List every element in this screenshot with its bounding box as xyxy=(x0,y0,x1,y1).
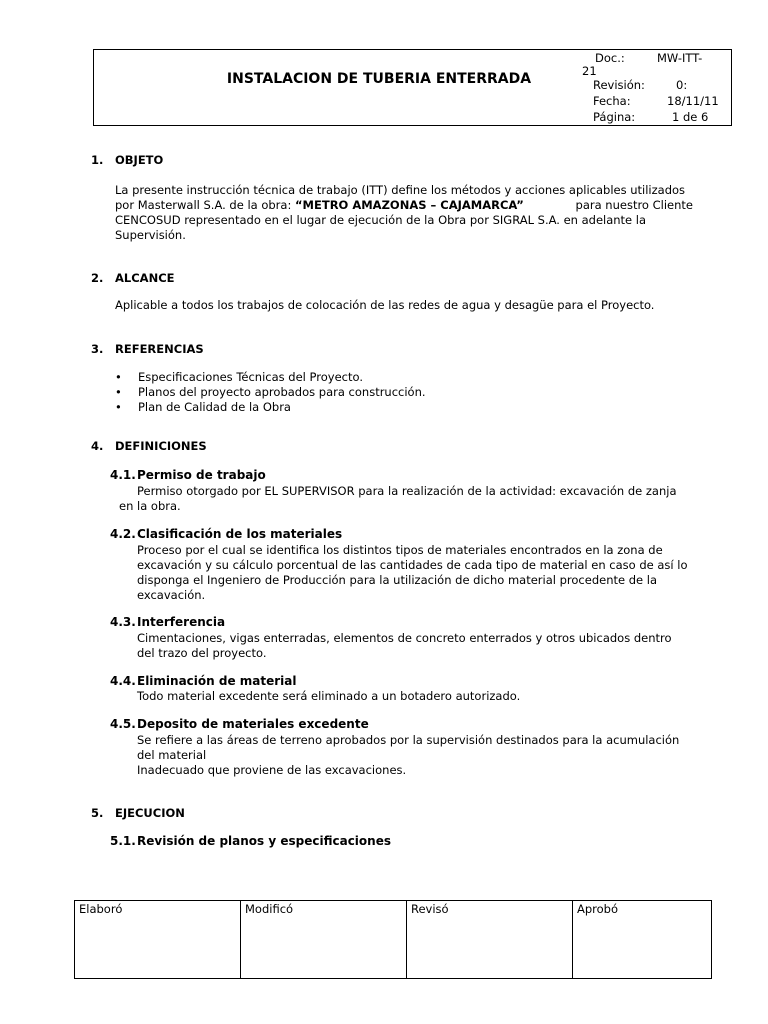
definition-heading-interferencia xyxy=(110,615,225,630)
signature-cell-elaboro: Elaboró xyxy=(75,901,241,979)
list-item-text: Especificaciones Técnicas del Proyecto. xyxy=(138,370,363,384)
text-line: disponga el Ingeniero de Producción para la utilización de dicho material procedente de la xyxy=(137,573,658,587)
section-number: 1. xyxy=(91,153,104,167)
bullet-icon: • xyxy=(115,385,122,399)
list-item-text: Plan de Calidad de la Obra xyxy=(138,400,291,414)
section-referencias-heading xyxy=(91,342,204,357)
section-title: DEFINICIONES xyxy=(115,439,207,453)
subsection-number: 4.5. xyxy=(110,717,136,731)
subsection-number: 4.4. xyxy=(110,674,136,688)
text-line: Proceso por el cual se identifica los distintos tipos de materiales encontrados en la zona de xyxy=(137,543,663,557)
subsection-title: Permiso de trabajo xyxy=(137,468,266,482)
text-line: del material xyxy=(137,748,207,762)
pagina-value: 1 de 6 xyxy=(672,110,709,124)
references-list xyxy=(115,370,426,415)
subsection-number: 4.2. xyxy=(110,527,136,541)
doc-label: Doc.: xyxy=(595,51,625,65)
subsection-title: Revisión de planos y especificaciones xyxy=(137,834,391,848)
definition-heading-clasificacion xyxy=(110,527,342,542)
section-ejecucion-heading xyxy=(91,806,185,821)
text-line: CENCOSUD representado en el lugar de ejecución de la Obra por SIGRAL S.A. en adelante la xyxy=(115,213,647,227)
section-number: 5. xyxy=(91,806,104,820)
section-alcance-heading xyxy=(91,271,175,286)
subsection-title: Deposito de materiales excedente xyxy=(137,717,369,731)
project-name: “METRO AMAZONAS – CAJAMARCA” xyxy=(295,198,524,212)
definition-heading-eliminacion xyxy=(110,674,297,689)
text-segment: para nuestro Cliente xyxy=(575,198,693,212)
bullet-icon: • xyxy=(115,370,122,384)
section-number: 3. xyxy=(91,342,104,356)
revision-label: Revisión: xyxy=(593,78,645,92)
revision-value: 0: xyxy=(676,78,688,92)
list-item xyxy=(115,400,426,415)
section-title: OBJETO xyxy=(115,153,164,167)
definition-heading-deposito xyxy=(110,717,369,732)
section-definiciones-heading xyxy=(91,439,207,454)
subsection-number: 5.1. xyxy=(110,834,136,848)
text-line: Inadecuado que proviene de las excavaciones. xyxy=(137,763,407,777)
text-line: excavación. xyxy=(137,588,206,602)
definition-text-permiso-cont: en la obra. xyxy=(119,499,181,513)
definition-text-eliminacion xyxy=(137,689,693,704)
text-line: Permiso otorgado por EL SUPERVISOR para la realización de la actividad: excavación de zanja xyxy=(137,484,677,498)
subsection-title: Clasificación de los materiales xyxy=(137,527,343,541)
section-title: REFERENCIAS xyxy=(115,342,204,356)
definition-text-permiso xyxy=(137,484,693,499)
text-line: La presente instrucción técnica de trabajo (ITT) define los métodos y acciones aplicables utilizados xyxy=(115,183,686,197)
text-line: Se refiere a las áreas de terreno aprobados por la supervisión destinados para la acumulación xyxy=(137,733,680,747)
fecha-label: Fecha: xyxy=(593,94,631,108)
definition-heading-permiso xyxy=(110,468,266,483)
section-objeto-heading xyxy=(91,153,163,168)
objeto-paragraph xyxy=(115,183,693,243)
subsection-number: 4.1. xyxy=(110,468,136,482)
alcance-paragraph: Aplicable a todos los trabajos de colocación de las redes de agua y desagüe para el Proyecto. xyxy=(115,298,655,312)
text-line xyxy=(115,198,693,213)
subsection-title: Eliminación de material xyxy=(137,674,297,688)
section-title: ALCANCE xyxy=(115,271,175,285)
definition-text-deposito xyxy=(137,733,693,778)
document-header xyxy=(93,49,732,126)
subsection-title: Interferencia xyxy=(137,615,226,629)
doc-value-continued: 21 xyxy=(582,64,597,78)
subsection-heading-revision xyxy=(110,834,391,849)
list-item xyxy=(115,370,426,385)
section-number: 2. xyxy=(91,271,104,285)
doc-value: MW-ITT- xyxy=(657,51,703,65)
text-line: Todo material excedente será eliminado a un botadero autorizado. xyxy=(137,689,521,703)
signature-cell-reviso: Revisó xyxy=(407,901,573,979)
signature-table xyxy=(74,900,712,979)
text-line: del trazo del proyecto. xyxy=(137,646,267,660)
section-number: 4. xyxy=(91,439,104,453)
text-line: Supervisión. xyxy=(115,228,186,242)
document-title: INSTALACION DE TUBERIA ENTERRADA xyxy=(226,71,532,87)
definition-text-interferencia xyxy=(137,631,693,661)
list-item xyxy=(115,385,426,400)
definition-text-clasificacion xyxy=(137,543,693,603)
text-line: Cimentaciones, vigas enterradas, elementos de concreto enterrados y otros ubicados dentro xyxy=(137,631,672,645)
list-item-text: Planos del proyecto aprobados para construcción. xyxy=(138,385,426,399)
bullet-icon: • xyxy=(115,400,122,414)
text-segment: por Masterwall S.A. de la obra: xyxy=(115,198,295,212)
text-line: excavación y su cálculo porcentual de las cantidades de cada tipo de material en caso de así lo xyxy=(137,558,688,572)
subsection-number: 4.3. xyxy=(110,615,136,629)
fecha-value: 18/11/11 xyxy=(667,94,719,108)
signature-cell-aprobo: Aprobó xyxy=(573,901,712,979)
signature-cell-modifico: Modificó xyxy=(241,901,407,979)
pagina-label: Página: xyxy=(593,110,636,124)
section-title: EJECUCION xyxy=(115,806,185,820)
